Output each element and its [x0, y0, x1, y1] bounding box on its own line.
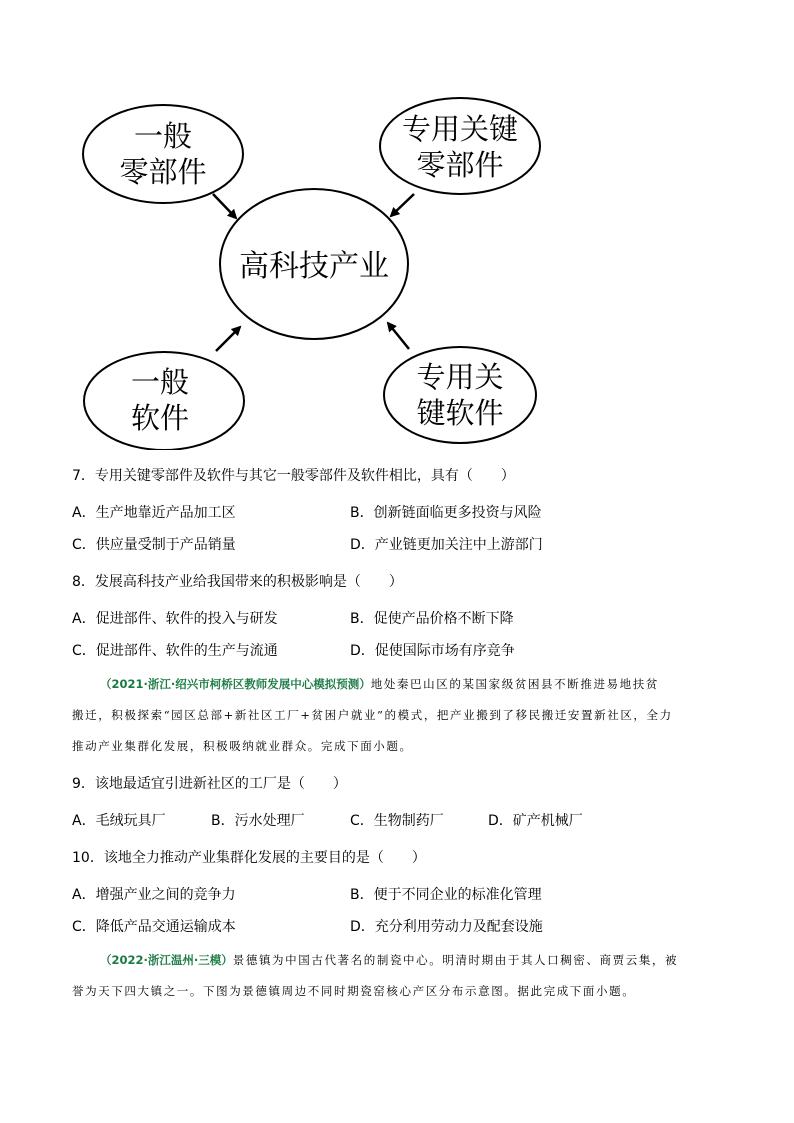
q10-option-c[interactable]: C．降低产品交通运输成本 — [72, 919, 236, 935]
passage-2-source: （2022·浙江温州·三模） — [100, 953, 233, 967]
arrow-general-software — [216, 327, 240, 351]
passage-2-text-1: 景德镇为中国古代著名的制瓷中心。明清时期由于其人口稠密、商贾云集，被 — [232, 953, 679, 967]
industry-diagram — [0, 0, 794, 450]
q10-option-a[interactable]: A．增强产业之间的竞争力 — [72, 887, 236, 903]
node-key-parts-line2: 零部件 — [416, 148, 504, 182]
passage-1-line2: 搬迁，积极探索“园区总部+新社区工厂+贫困户就业”的模式，把产业搬到了移民搬迁安置新社区，全力 — [72, 708, 673, 722]
q9-option-c[interactable]: C．生物制药厂 — [350, 813, 444, 829]
question-9-options — [72, 811, 583, 831]
q10-option-d[interactable]: D．充分利用劳动力及配套设施 — [350, 919, 543, 935]
question-7-stem: 7．专用关键零部件及软件与其它一般零部件及软件相比，具有（ ） — [72, 468, 515, 484]
center-label: 高科技产业 — [239, 249, 389, 284]
arrow-key-software — [388, 323, 409, 349]
question-8-options-row1 — [72, 609, 514, 629]
q9-option-b[interactable]: B．污水处理厂 — [211, 813, 305, 829]
q7-option-b[interactable]: B．创新链面临更多投资与风险 — [350, 505, 542, 521]
arrow-key-parts — [391, 194, 414, 216]
q7-option-a[interactable]: A．生产地靠近产品加工区 — [72, 505, 236, 521]
node-key-software-line2: 键软件 — [416, 396, 504, 430]
q8-option-a[interactable]: A．促进部件、软件的投入与研发 — [72, 611, 278, 627]
q9-option-d[interactable]: D．矿产机械厂 — [488, 813, 583, 829]
q9-option-a[interactable]: A．毛绒玩具厂 — [72, 813, 166, 829]
node-general-parts-line2: 零部件 — [119, 155, 207, 189]
question-10-stem: 10．该地全力推动产业集群化发展的主要目的是（ ） — [72, 850, 426, 866]
passage-1-line3: 推动产业集群化发展，积极吸纳就业群众。完成下面小题。 — [72, 739, 413, 753]
question-7-options-row2 — [72, 535, 543, 555]
passage-2-line1 — [72, 950, 732, 970]
node-key-parts-line1: 专用关键 — [401, 112, 519, 146]
passage-1-source: （2021·浙江·绍兴市柯桥区教师发展中心模拟预测） — [100, 677, 371, 691]
question-8-options-row2 — [72, 641, 515, 661]
question-10-options-row1 — [72, 885, 542, 905]
q8-option-d[interactable]: D．促使国际市场有序竞争 — [350, 643, 515, 659]
node-key-software-line1: 专用关 — [416, 360, 504, 394]
passage-1-text-1: 地处秦巴山区的某国家级贫困县不断推进易地扶贫 — [370, 677, 659, 691]
node-general-parts-line1: 一般 — [133, 119, 193, 153]
node-general-software-line2: 软件 — [130, 401, 190, 435]
q7-option-c[interactable]: C．供应量受制于产品销量 — [72, 537, 236, 553]
question-7-options-row1 — [72, 503, 542, 523]
q8-option-c[interactable]: C．促进部件、软件的生产与流通 — [72, 643, 278, 659]
q10-option-b[interactable]: B．便于不同企业的标准化管理 — [350, 887, 542, 903]
passage-2-line2: 誉为天下四大镇之一。下图为景德镇周边不同时期瓷窑核心产区分布示意图。据此完成下面小题。 — [72, 984, 636, 998]
q8-option-b[interactable]: B．促使产品价格不断下降 — [350, 611, 514, 627]
node-general-software-line1: 一般 — [130, 365, 190, 399]
question-10-options-row2 — [72, 917, 543, 937]
passage-1-line1 — [72, 674, 732, 694]
q7-option-d[interactable]: D．产业链更加关注中上游部门 — [350, 537, 543, 553]
question-9-stem: 9．该地最适宜引进新社区的工厂是（ ） — [72, 776, 347, 792]
question-8-stem: 8．发展高科技产业给我国带来的积极影响是（ ） — [72, 574, 403, 590]
arrow-general-parts — [213, 194, 236, 218]
